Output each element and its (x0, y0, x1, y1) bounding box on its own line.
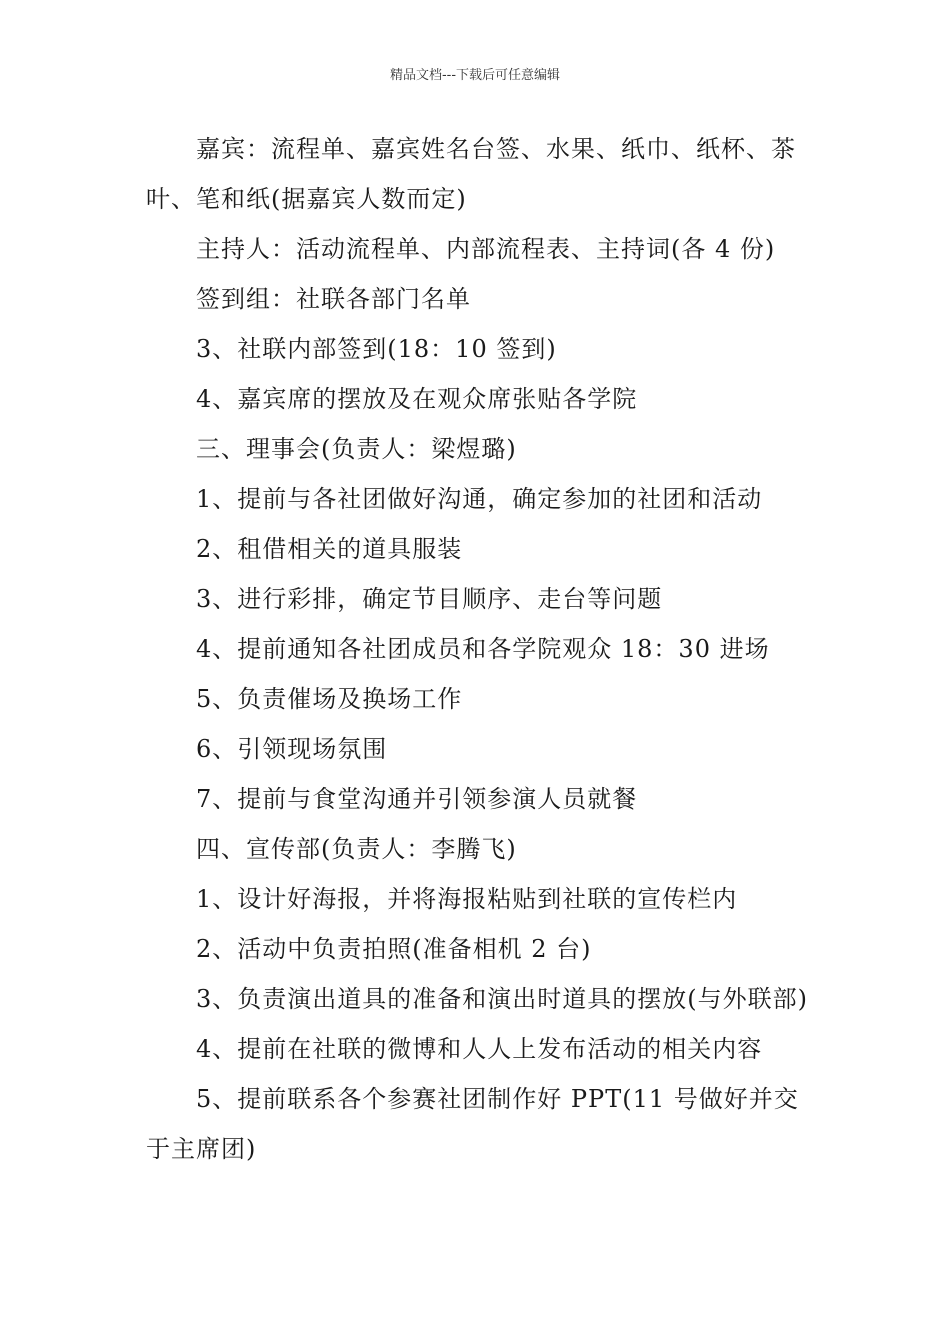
paragraph: 5、负责催场及换场工作 (196, 685, 463, 713)
paragraph: 7、提前与食堂沟通并引领参演人员就餐 (196, 785, 638, 813)
paragraph: 4、嘉宾席的摆放及在观众席张贴各学院 (196, 385, 638, 413)
paragraph: 5、提前联系各个参赛社团制作好 PPT(11 号做好并交于主席团) (146, 1085, 799, 1163)
paragraph: 3、负责演出道具的准备和演出时道具的摆放(与外联部) (196, 985, 808, 1013)
paragraph: 4、提前在社联的微博和人人上发布活动的相关内容 (196, 1035, 763, 1063)
paragraph: 2、租借相关的道具服装 (196, 535, 463, 563)
paragraph: 3、社联内部签到(18：10 签到) (196, 335, 557, 363)
page-header: 精品文档---下载后可任意编辑 (389, 68, 561, 83)
paragraph: 1、提前与各社团做好沟通，确定参加的社团和活动 (196, 485, 763, 513)
paragraph: 嘉宾：流程单、嘉宾姓名台签、水果、纸巾、纸杯、茶叶、笔和纸(据嘉宾人数而定) (146, 135, 796, 213)
paragraph: 签到组：社联各部门名单 (196, 285, 471, 313)
paragraph: 2、活动中负责拍照(准备相机 2 台) (196, 935, 592, 963)
paragraph: 1、设计好海报，并将海报粘贴到社联的宣传栏内 (196, 885, 738, 913)
paragraph: 主持人：活动流程单、内部流程表、主持词(各 4 份) (196, 235, 776, 263)
paragraph: 4、提前通知各社团成员和各学院观众 18：30 进场 (196, 635, 770, 663)
paragraph: 3、进行彩排，确定节目顺序、走台等问题 (196, 585, 663, 613)
section-heading: 四、宣传部(负责人：李腾飞) (196, 835, 517, 863)
document-body (146, 124, 816, 1174)
section-heading: 三、理事会(负责人：梁煜璐) (196, 435, 517, 463)
paragraph: 6、引领现场氛围 (196, 735, 388, 763)
